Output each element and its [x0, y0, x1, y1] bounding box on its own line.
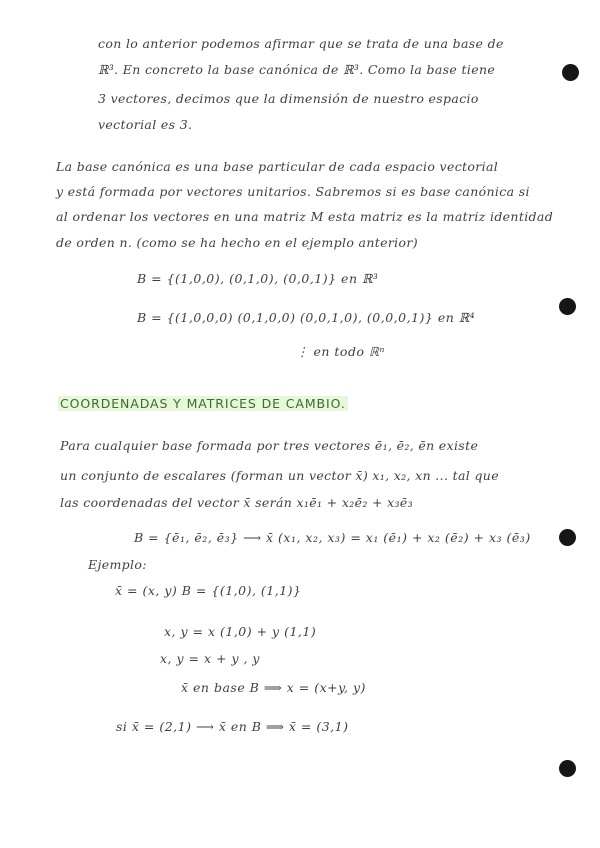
text-line: con lo anterior podemos afirmar que se trata de una base de — [98, 36, 504, 51]
text-line: Ejemplo: — [88, 557, 147, 572]
punch-hole — [559, 760, 576, 777]
text-line: al ordenar los vectores en una matriz M esta matriz es la matriz identidad — [56, 209, 554, 224]
text-line: y está formada por vectores unitarios. Sabremos si es base canónica si — [56, 184, 530, 199]
text-line: las coordenadas del vector x̄ serán x₁ē₁ + x₂ē₂ + x₃ē₃ — [60, 495, 414, 510]
math-line: x̄ en base B ⟹ x = (x+y, y) — [181, 680, 366, 695]
section-heading: COORDENADAS Y MATRICES DE CAMBIO. — [60, 396, 346, 411]
math-line: ⋮ en todo ℝⁿ — [296, 344, 385, 359]
math-line: x, y = x + y , y — [160, 651, 260, 666]
math-line: B = {(1,0,0), (0,1,0), (0,0,1)} en ℝ³ — [137, 271, 379, 286]
punch-hole — [562, 64, 579, 81]
math-line: B = {ē₁, ē₂, ē₃} ⟶ x̄ (x₁, x₂, x₃) = x₁ (ē₁) + x₂ (ē₂) + x₃ (ē₃) — [134, 530, 531, 545]
punch-hole — [559, 529, 576, 546]
text-line: La base canónica es una base particular de cada espacio vectorial — [56, 159, 499, 174]
math-line: x, y = x (1,0) + y (1,1) — [164, 624, 317, 639]
math-line: x̄ = (x, y) B = {(1,0), (1,1)} — [115, 583, 302, 598]
text-line: ℝ³. En concreto la base canónica de ℝ³. Como la base tiene — [98, 62, 496, 77]
text-line: 3 vectores, decimos que la dimensión de nuestro espacio — [98, 91, 479, 106]
text-line: Para cualquier base formada por tres vectores ē₁, ē₂, ēn existe — [60, 438, 479, 453]
math-line: si x̄ = (2,1) ⟶ x̄ en B ⟹ x̄ = (3,1) — [116, 719, 349, 734]
punch-hole — [559, 298, 576, 315]
text-line: de orden n. (como se ha hecho en el ejemplo anterior) — [56, 235, 418, 250]
text-line: un conjunto de escalares (forman un vector x̄) x₁, x₂, xn ... tal que — [60, 468, 499, 483]
text-line: vectorial es 3. — [98, 117, 193, 132]
math-line: B = {(1,0,0,0) (0,1,0,0) (0,0,1,0), (0,0,0,1)} en ℝ⁴ — [137, 310, 476, 325]
